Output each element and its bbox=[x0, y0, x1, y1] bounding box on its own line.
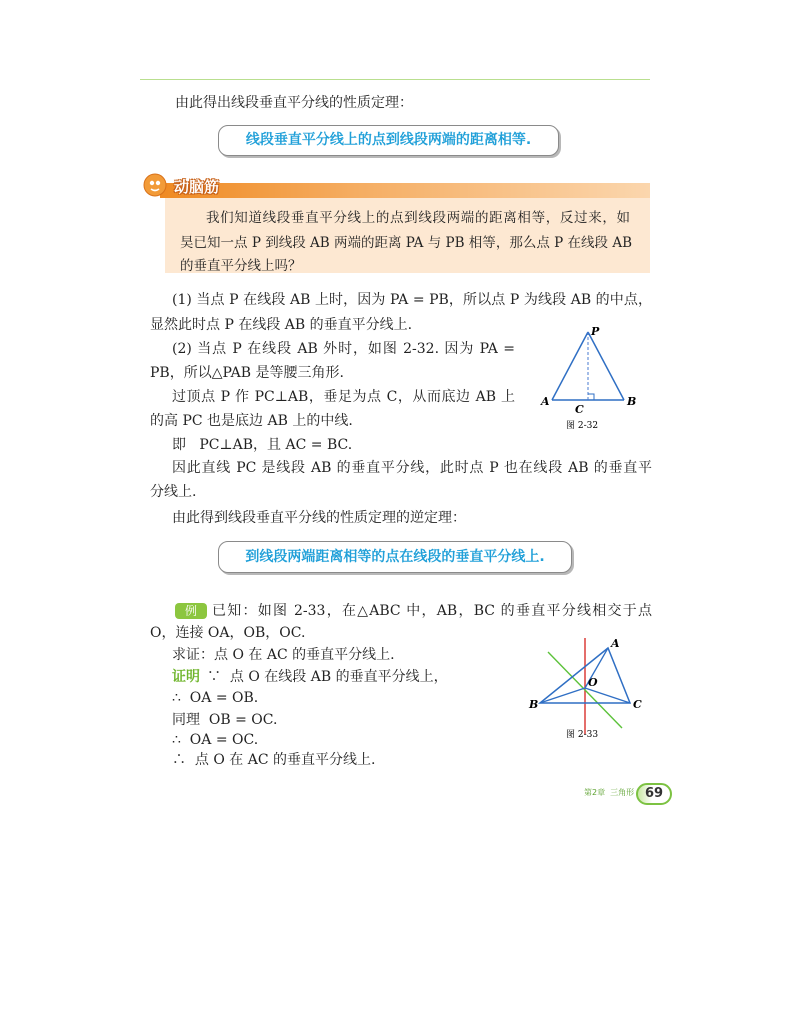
theorem-box: 线段垂直平分线上的点到线段两端的距离相等. bbox=[218, 125, 559, 156]
label-C: C bbox=[633, 698, 642, 711]
think-line-2: 昊已知一点 P 到线段 AB 两端的距离 PA 与 PB 相等，那么点 P 在线段 AB bbox=[180, 235, 632, 251]
page-number: 69 bbox=[636, 783, 672, 805]
case-line-1: (1) 当点 P 在线段 AB 上时，因为 PA = PB，所以点 P 为线段 AB 的中点， bbox=[172, 292, 652, 308]
segment-PA bbox=[552, 332, 588, 400]
header-rule bbox=[140, 79, 650, 80]
label-O: O bbox=[588, 676, 598, 689]
figure-caption: 图 2-32 bbox=[566, 421, 599, 431]
label-B: B bbox=[627, 395, 637, 408]
case-line-8: 因此直线 PC 是线段 AB 的垂直平分线，此时点 P 也在线段 AB 的垂直平 bbox=[172, 460, 652, 476]
converse-box: 到线段两端距离相等的点在线段的垂直平分线上. bbox=[218, 541, 572, 573]
case-line-9: 分线上. bbox=[150, 484, 197, 500]
theorem-intro: 由此得出线段垂直平分线的性质定理： bbox=[175, 95, 413, 111]
label-B: B bbox=[529, 698, 539, 711]
case-line-2: 显然此时点 P 在线段 AB 的垂直平分线上. bbox=[150, 317, 413, 333]
right-angle-mark bbox=[588, 394, 594, 400]
example-given-line-1: 已知：如图 2-33，在△ABC 中，AB，BC 的垂直平分线相交于点 bbox=[212, 603, 652, 619]
segment-PB bbox=[588, 332, 624, 400]
proof-line-1: ∵ 点 O 在线段 AB 的垂直平分线上， bbox=[207, 669, 448, 685]
proof-line-4: ∴ OA = OC. bbox=[172, 732, 259, 748]
example-given-line-2: O，连接 OA，OB，OC. bbox=[150, 625, 306, 641]
label-A: A bbox=[611, 637, 620, 650]
figure-2-32 bbox=[530, 320, 640, 435]
proof-line-2: ∴ OA = OB. bbox=[172, 690, 259, 706]
label-A: A bbox=[541, 395, 550, 408]
segment-OC bbox=[585, 688, 630, 703]
proof-line-5: ∴ 点 O 在 AC 的垂直平分线上. bbox=[172, 752, 376, 768]
footer-chapter: 第2章 三角形 bbox=[584, 788, 635, 797]
case-line-7: 即 PC⊥AB，且 AC = BC. bbox=[172, 437, 353, 453]
proof-label: 证明 bbox=[172, 669, 200, 685]
think-line-3: 的垂直平分线上吗？ bbox=[180, 258, 302, 274]
case-line-3: (2) 当点 P 在线段 AB 外时，如图 2-32. 因为 PA = bbox=[172, 341, 515, 357]
think-line-1: 我们知道线段垂直平分线上的点到线段两端的距离相等，反过来，如 bbox=[206, 210, 630, 226]
think-title: 动脑筋 bbox=[174, 178, 220, 196]
think-header-bar bbox=[160, 183, 650, 198]
figure-2-33 bbox=[525, 630, 650, 742]
case-line-6: 的高 PC 也是底边 AB 上的中线. bbox=[150, 413, 353, 429]
converse-intro: 由此得到线段垂直平分线的性质定理的逆定理： bbox=[172, 510, 466, 526]
case-line-5: 过顶点 P 作 PC⊥AB，垂足为点 C，从而底边 AB 上 bbox=[172, 389, 515, 405]
thinking-face-icon bbox=[143, 173, 167, 197]
example-badge: 例 bbox=[175, 603, 207, 619]
case-line-4: PB，所以△PAB 是等腰三角形. bbox=[150, 365, 344, 381]
label-P: P bbox=[591, 325, 600, 338]
label-C: C bbox=[575, 403, 584, 416]
segment-OB bbox=[540, 688, 585, 703]
figure-caption: 图 2-33 bbox=[566, 730, 599, 740]
proof-line-3: 同理 OB = OC. bbox=[172, 712, 278, 728]
example-prove: 求证：点 O 在 AC 的垂直平分线上. bbox=[172, 647, 395, 663]
